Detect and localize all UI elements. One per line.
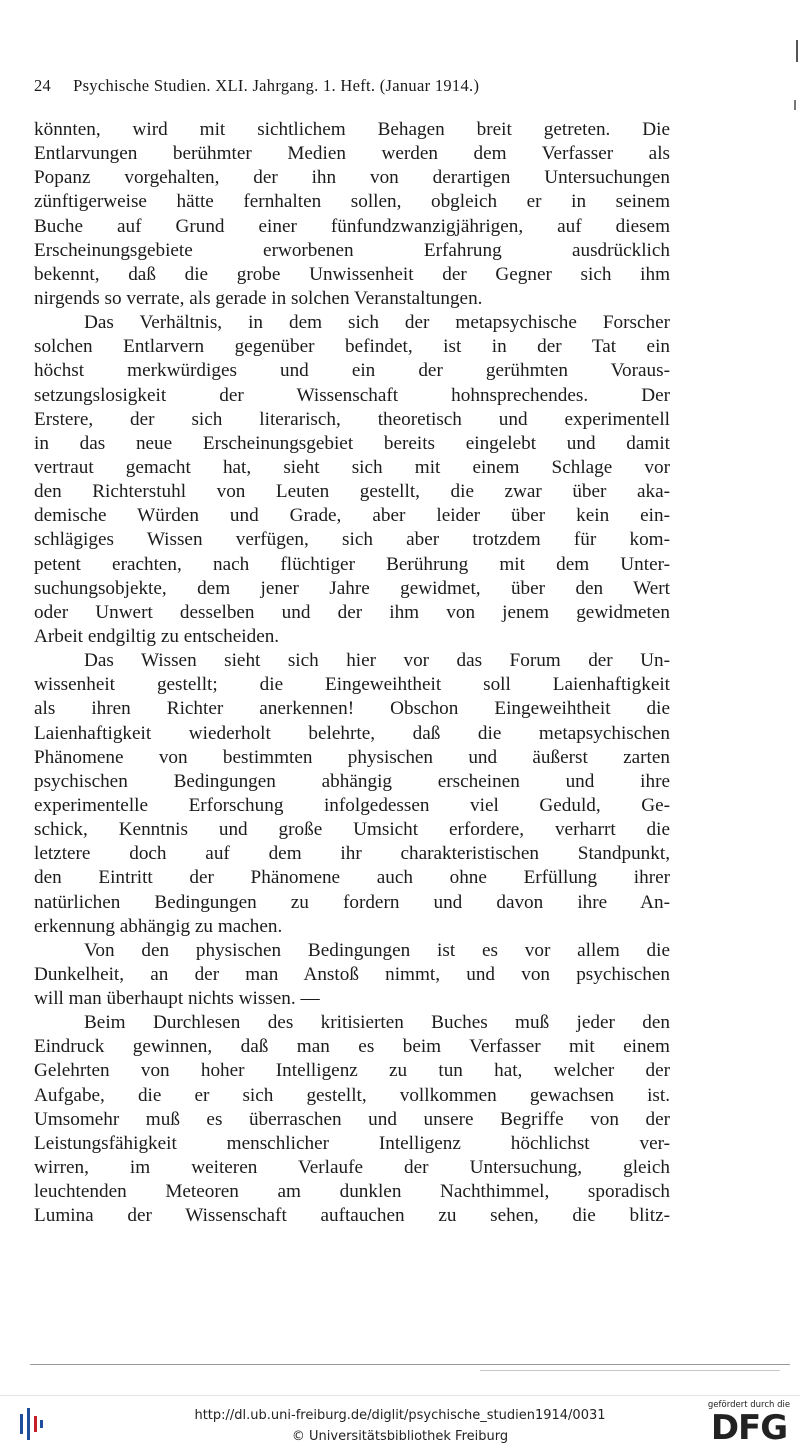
text-line: bekennt, daß die grobe Unwissenheit der Gegner sich ihm [34, 263, 670, 285]
text-line: will man überhaupt nichts wissen. — [34, 988, 320, 1010]
text-line: als ihren Richter anerkennen! Obschon Eingeweihtheit die [34, 698, 670, 720]
text-line: Das Verhältnis, in dem sich der metapsychische Forscher [84, 312, 670, 334]
viewer-footer [0, 1395, 800, 1453]
page-edge-mark [796, 40, 798, 62]
text-line: den Richterstuhl von Leuten gestellt, die zwar über aka- [34, 481, 670, 503]
document-url[interactable]: http://dl.ub.uni-freiburg.de/diglit/psychische_studien1914/0031 [194, 1408, 606, 1423]
text-line: den Eintritt der Phänomene auch ohne Erfüllung ihrer [34, 867, 670, 889]
text-line: Buche auf Grund einer fünfundzwanzigjährigen, auf diesem [34, 215, 670, 237]
text-line: erkennung abhängig zu machen. [34, 915, 283, 937]
dfg-logo-text: DFG [710, 1408, 788, 1448]
text-line: natürlichen Bedingungen zu fordern und davon ihre An- [34, 891, 670, 913]
text-line: petent erachten, nach flüchtiger Berührung mit dem Unter- [34, 553, 670, 575]
dfg-funding-note: gefördert durch die [707, 1400, 791, 1410]
text-line: Leistungsfähigkeit menschlicher Intelligenz höchlichst ver- [34, 1132, 670, 1154]
running-head [34, 76, 674, 96]
text-line: Erstere, der sich literarisch, theoretisch und experimentell [34, 408, 670, 430]
text-line: Popanz vorgehalten, der ihn von derartigen Untersuchungen [34, 167, 670, 189]
text-line: höchst merkwürdiges und ein der gerühmten Voraus- [34, 360, 670, 382]
text-line: suchungsobjekte, dem jener Jahre gewidmet, über den Wert [34, 577, 670, 599]
text-line: nirgends so verrate, als gerade in solchen Veranstaltungen. [34, 287, 483, 309]
text-line: experimentelle Erforschung infolgedessen viel Geduld, Ge- [34, 794, 670, 816]
text-line: oder Unwert desselben und der ihm von jenem gewidmeten [34, 601, 670, 623]
text-line: Beim Durchlesen des kritisierten Buches muß jeder den [84, 1012, 670, 1034]
text-line: setzungslosigkeit der Wissenschaft hohnsprechendes. Der [34, 384, 670, 406]
copyright-notice: © Universitätsbibliothek Freiburg [291, 1429, 509, 1444]
text-line: Dunkelheit, an der man Anstoß nimmt, und von psychischen [34, 963, 670, 985]
page-edge-mark [794, 100, 796, 110]
text-line: demische Würden und Grade, aber leider über kein ein- [34, 505, 670, 527]
running-head-title: Psychische Studien. XLI. Jahrgang. 1. Heft. (Januar 1914.) [73, 76, 480, 95]
text-line: vertraut gemacht hat, sieht sich mit einem Schlage vor [34, 456, 670, 478]
text-line: schick, Kenntnis und große Umsicht erfordere, verharrt die [34, 819, 670, 841]
text-line: leuchtenden Meteoren am dunklen Nachthimmel, sporadisch [34, 1181, 670, 1203]
page-bottom-rule [480, 1370, 780, 1371]
page-bottom-rule [30, 1364, 790, 1365]
text-line: könnten, wird mit sichtlichem Behagen breit getreten. Die [34, 119, 670, 140]
page-number: 24 [34, 76, 52, 95]
text-line: letztere doch auf dem ihr charakteristischen Standpunkt, [34, 843, 670, 865]
text-line: Gelehrten von hoher Intelligenz zu tun hat, welcher der [34, 1060, 670, 1082]
body-text [34, 118, 670, 1228]
text-line: wissenheit gestellt; die Eingeweihtheit soll Laienhaftigkeit [34, 674, 670, 696]
text-line: Arbeit endgiltig zu entscheiden. [34, 625, 280, 647]
text-line: psychischen Bedingungen abhängig erscheinen und ihre [34, 770, 670, 792]
text-line: in das neue Erscheinungsgebiet bereits eingelebt und damit [34, 432, 670, 454]
text-line: Das Wissen sieht sich hier vor das Forum der Un- [84, 650, 670, 672]
text-line: Von den physischen Bedingungen ist es vor allem die [84, 939, 670, 961]
text-line: Phänomene von bestimmten physischen und äußerst zarten [34, 746, 670, 768]
text-line: Lumina der Wissenschaft auftauchen zu sehen, die blitz- [34, 1205, 670, 1227]
text-line: Aufgabe, die er sich gestellt, vollkommen gewachsen ist. [34, 1084, 670, 1106]
text-line: wirren, im weiteren Verlaufe der Untersuchung, gleich [34, 1157, 670, 1179]
text-line: Erscheinungsgebiete erworbenen Erfahrung ausdrücklich [34, 239, 670, 261]
text-line: zünftigerweise hätte fernhalten sollen, obgleich er in seinem [34, 191, 670, 213]
text-line: Entlarvungen berühmter Medien werden dem Verfasser als [34, 143, 670, 165]
text-line: Laienhaftigkeit wiederholt belehrte, daß die metapsychischen [34, 722, 670, 744]
text-line: solchen Entlarvern gegenüber befindet, ist in der Tat ein [34, 336, 670, 358]
text-line: Eindruck gewinnen, daß man es beim Verfasser mit einem [34, 1036, 670, 1058]
dfg-logo[interactable] [706, 1400, 792, 1450]
text-line: Umsomehr muß es überraschen und unsere Begriffe von der [34, 1108, 670, 1130]
text-line: schlägiges Wissen verfügen, sich aber trotzdem für kom- [34, 529, 670, 551]
